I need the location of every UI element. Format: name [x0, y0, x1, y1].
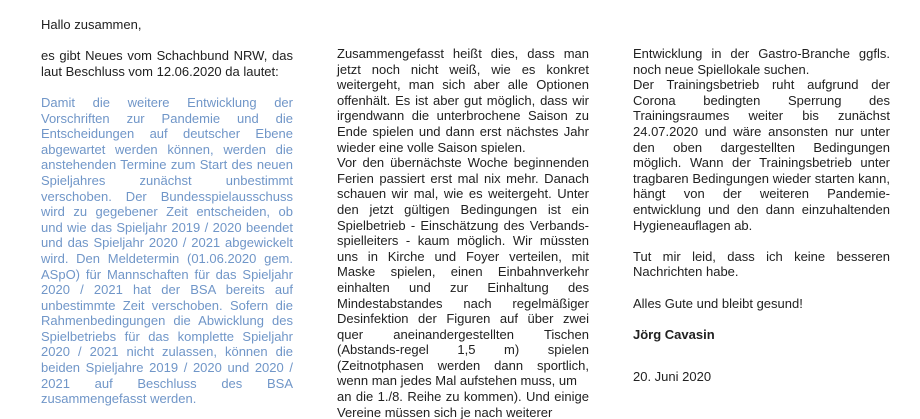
signature-name: Jörg Cavasin: [633, 326, 715, 342]
outlook-continued-paragraph: an die 1./8. Reihe zu kommen). Und einige Vereine müssen sich je nach weiterer: [337, 389, 589, 419]
summary-paragraph: Zusammengefasst heißt dies, dass man jetzt noch nicht weiß, wie es konkret weitergeht, man sich aber alle Optionen offenhält. Es ist aber gut möglich, dass wir irgendwann die unterbrochene Saison zu Ende spielen und dann erst nächstes Jahr wieder eine volle Saison spielen.: [337, 46, 589, 155]
outlook-paragraph: Vor den übernächste Woche beginnenden Ferien passiert erst mal nix mehr. Danach schauen wir mal, wie es weitergeht. Unter den jetzt gültigen Bedingungen ist ein Spielbetrieb - Einschätzung des Verbands-spielleiters - kaum möglich. Wir müssten uns in Kirche und Foyer verteilen, mit Maske spielen, einen Einbahnverkehr einhalten und zur Einhaltung des Mindestabstandes nach regelmäßiger Desinfektion der Figuren auf über zwei quer aneinandergestellten Tischen (Abstands-regel 1,5 m) spielen (Zeitnotphasen werden dann sportlich, wenn man jedes Mal aufstehen muss, um: [337, 155, 589, 389]
training-paragraph: Der Trainingsbetrieb ruht aufgrund der Corona bedingten Sperrung des Trainingsraumes weiter bis zunächst 24.07.2020 und wäre ansonsten nur unter den oben dargestellten Bedingungen möglich. Wann der Trainingsbetrieb unter tragbaren Bedingungen wieder starten kann, hängt von der weiteren Pandemie-entwicklung und den dann einzuhaltenden Hygieneauflagen ab.: [633, 77, 890, 233]
well-wishes-paragraph: Alles Gute und bleibt gesund!: [633, 295, 803, 311]
date-text: 20. Juni 2020: [633, 369, 712, 385]
intro-text: es gibt Neues vom Schachbund NRW, das laut Beschluss vom 12.06.2020 da lautet:: [41, 48, 293, 79]
venues-paragraph: Entwicklung in der Gastro-Branche ggfls. noch neue Spiellokale suchen.: [633, 46, 890, 77]
apology-paragraph: Tut mir leid, dass ich keine besseren Nachrichten habe.: [633, 248, 890, 280]
schachbund-decision-quote: Damit die weitere Entwicklung der Vorschriften zur Pandemie und die Entscheidungen auf deutscher Ebene abgewartet werden können, werden die anstehenden Termine zum Start des neuen Spieljahres zunächst unbestimmt verschoben. Der Bundesspielausschuss wird zu gegebener Zeit entscheiden, ob und wie das Spieljahr 2019 / 2020 beendet und das Spieljahr 2020 / 2021 abgewickelt wird. Den Meldetermin (01.06.2020 gem. ASpO) für Mannschaften für das Spieljahr 2020 / 2021 hat der BSA bereits auf unbestimmte Zeit verschoben. Sofern die Rahmenbedingungen die Abwicklung des Spielbetriebs für das komplette Spieljahr 2020 / 2021 nicht zulassen, können die beiden Spieljahre 2019 / 2020 und 2020 / 2021 auf Beschluss des BSA zusammengefasst werden.: [41, 94, 293, 407]
text-column-left: [41, 17, 293, 407]
text-column-right: [633, 46, 890, 385]
text-column-middle: [337, 46, 589, 419]
greeting-text: Hallo zusammen,: [41, 17, 142, 32]
